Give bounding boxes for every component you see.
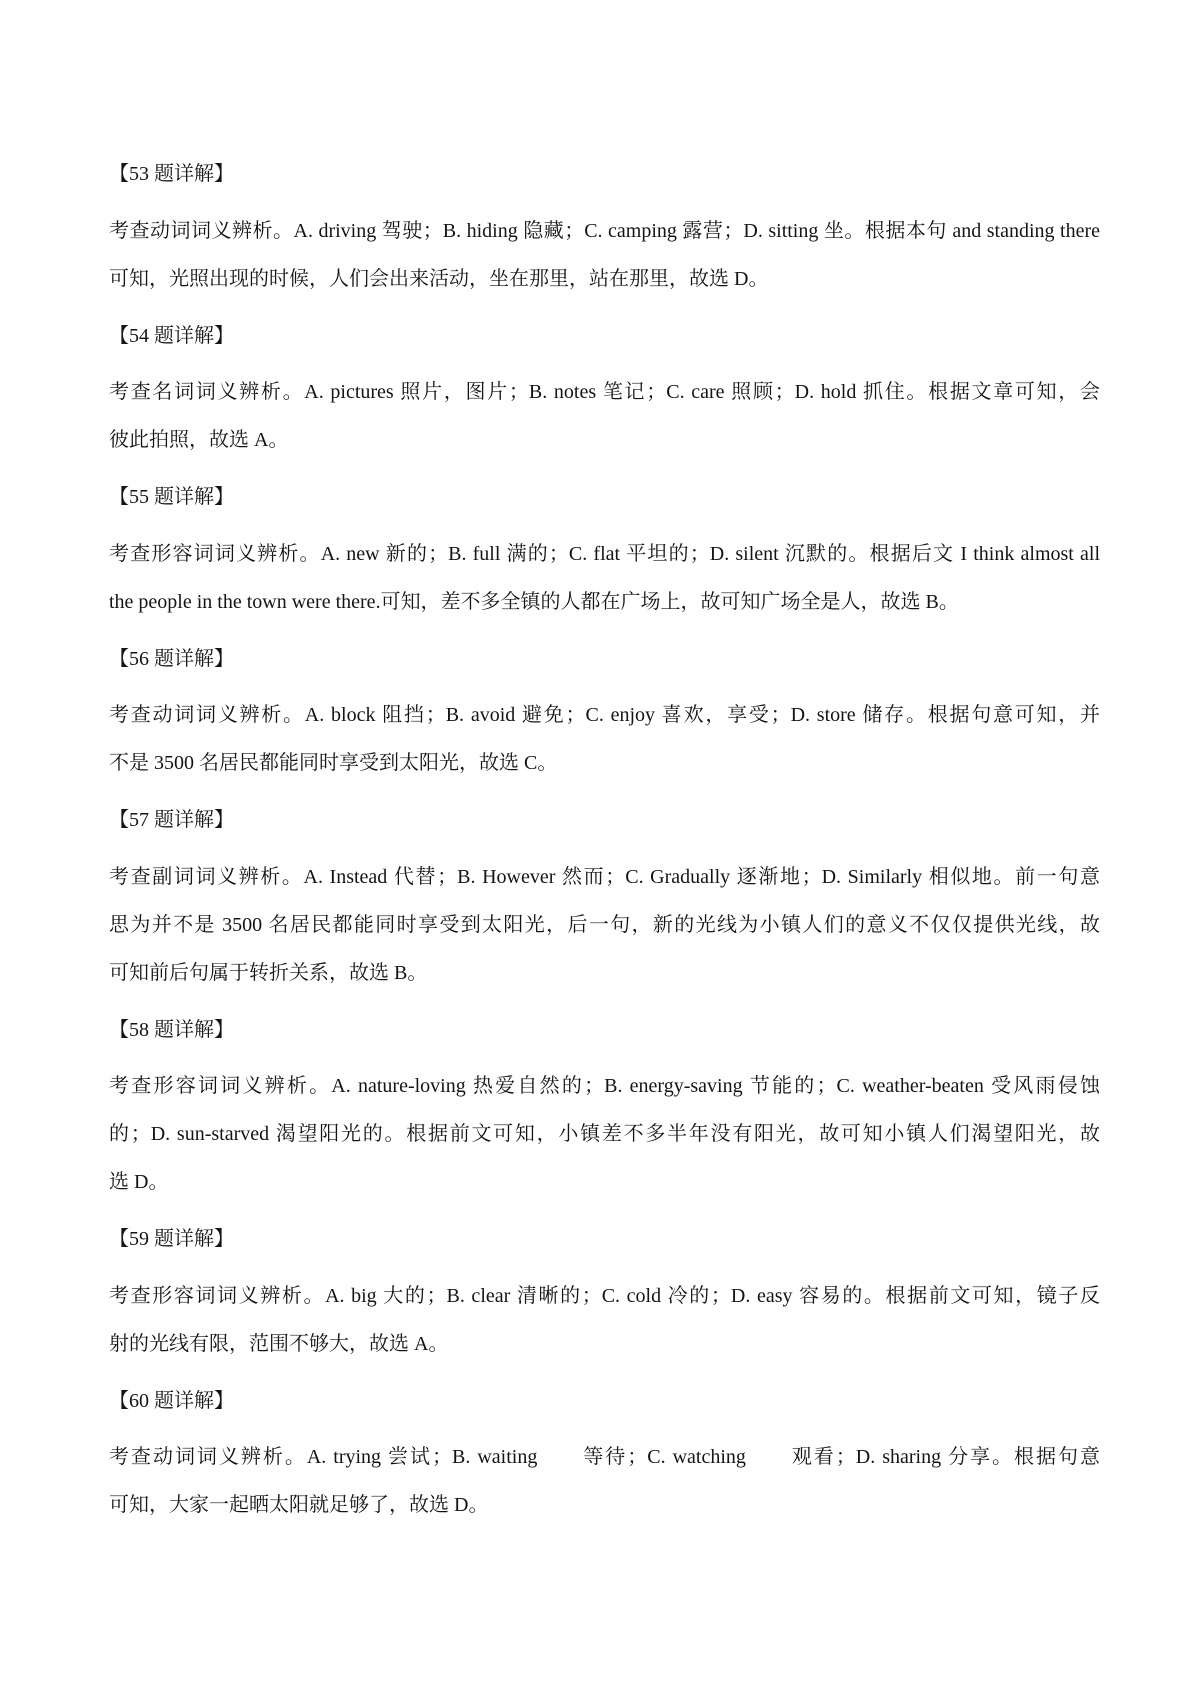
paragraph-line: 考查动词词义辨析。A. driving 驾驶；B. hiding 隐藏；C. camping 露营；D. sitting 坐。根据本句 and standing there	[109, 219, 1100, 242]
paragraph-line: 选 D。	[109, 1171, 169, 1194]
paragraph-line: 思为并不是 3500 名居民都能同时享受到太阳光，后一句，新的光线为小镇人们的意义不仅仅提供光线，故	[109, 913, 1100, 936]
paragraph-line: 考查形容词词义辨析。A. new 新的；B. full 满的；C. flat 平坦的；D. silent 沉默的。根据后文 I think almost all	[109, 542, 1100, 565]
section-heading: 【55 题详解】	[109, 486, 234, 508]
paragraph-line: 可知前后句属于转折关系，故选 B。	[109, 961, 428, 984]
paragraph-line: 可知，光照出现的时候，人们会出来活动，坐在那里，站在那里，故选 D。	[109, 267, 769, 290]
section-heading: 【58 题详解】	[109, 1018, 234, 1041]
explanation-paragraph	[109, 853, 1100, 997]
paragraph-line: 的；D. sun-starved 渴望阳光的。根据前文可知，小镇差不多半年没有阳光，故可知小镇人们渴望阳光，故	[109, 1123, 1100, 1146]
paragraph-line: 考查动词词义辨析。A. block 阻挡；B. avoid 避免；C. enjoy 喜欢，享受；D. store 储存。根据句意可知，并	[109, 704, 1100, 727]
explanation-section-58	[109, 1006, 1100, 1207]
paragraph-line: 考查形容词词义辨析。A. nature-loving 热爱自然的；B. energy-saving 节能的；C. weather-beaten 受风雨侵蚀	[109, 1075, 1100, 1098]
explanation-section-54	[109, 312, 1100, 465]
explanation-section-57	[109, 796, 1100, 997]
explanation-paragraph	[109, 1272, 1100, 1368]
paragraph-line: 可知，大家一起晒太阳就足够了，故选 D。	[109, 1494, 489, 1517]
paragraph-line: 射的光线有限，范围不够大，故选 A。	[109, 1332, 449, 1355]
explanation-section-56	[109, 635, 1100, 788]
paragraph-line: 考查动词词义辨析。A. trying 尝试；B. waiting 等待；C. watching 观看；D. sharing 分享。根据句意	[109, 1446, 1100, 1469]
section-heading: 【60 题详解】	[109, 1389, 234, 1412]
explanation-section-55	[109, 473, 1100, 626]
explanation-paragraph	[109, 691, 1100, 787]
paragraph-line: 考查副词词义辨析。A. Instead 代替；B. However 然而；C. Gradually 逐渐地；D. Similarly 相似地。前一句意	[109, 865, 1100, 888]
section-heading: 【53 题详解】	[109, 163, 234, 185]
explanation-paragraph	[109, 368, 1100, 464]
paragraph-line: 彼此拍照，故选 A。	[109, 429, 289, 452]
paragraph-line: the people in the town were there.可知，差不多全镇的人都在广场上，故可知广场全是人，故选 B。	[109, 590, 959, 613]
explanation-paragraph	[109, 1433, 1100, 1529]
explanation-section-60	[109, 1377, 1100, 1530]
explanation-paragraph	[109, 1062, 1100, 1206]
paragraph-line: 考查名词词义辨析。A. pictures 照片，图片；B. notes 笔记；C. care 照顾；D. hold 抓住。根据文章可知，会	[109, 381, 1100, 404]
section-heading: 【54 题详解】	[109, 324, 234, 347]
section-heading: 【56 题详解】	[109, 647, 234, 670]
explanation-section-59	[109, 1215, 1100, 1368]
paragraph-line: 不是 3500 名居民都能同时享受到太阳光，故选 C。	[109, 752, 558, 775]
section-heading: 【57 题详解】	[109, 809, 234, 831]
explanation-paragraph	[109, 207, 1100, 303]
paragraph-line: 考查形容词词义辨析。A. big 大的；B. clear 清晰的；C. cold 冷的；D. easy 容易的。根据前文可知，镜子反	[109, 1284, 1100, 1307]
section-heading: 【59 题详解】	[109, 1228, 234, 1250]
explanation-section-53	[109, 150, 1100, 303]
explanation-paragraph	[109, 530, 1100, 626]
